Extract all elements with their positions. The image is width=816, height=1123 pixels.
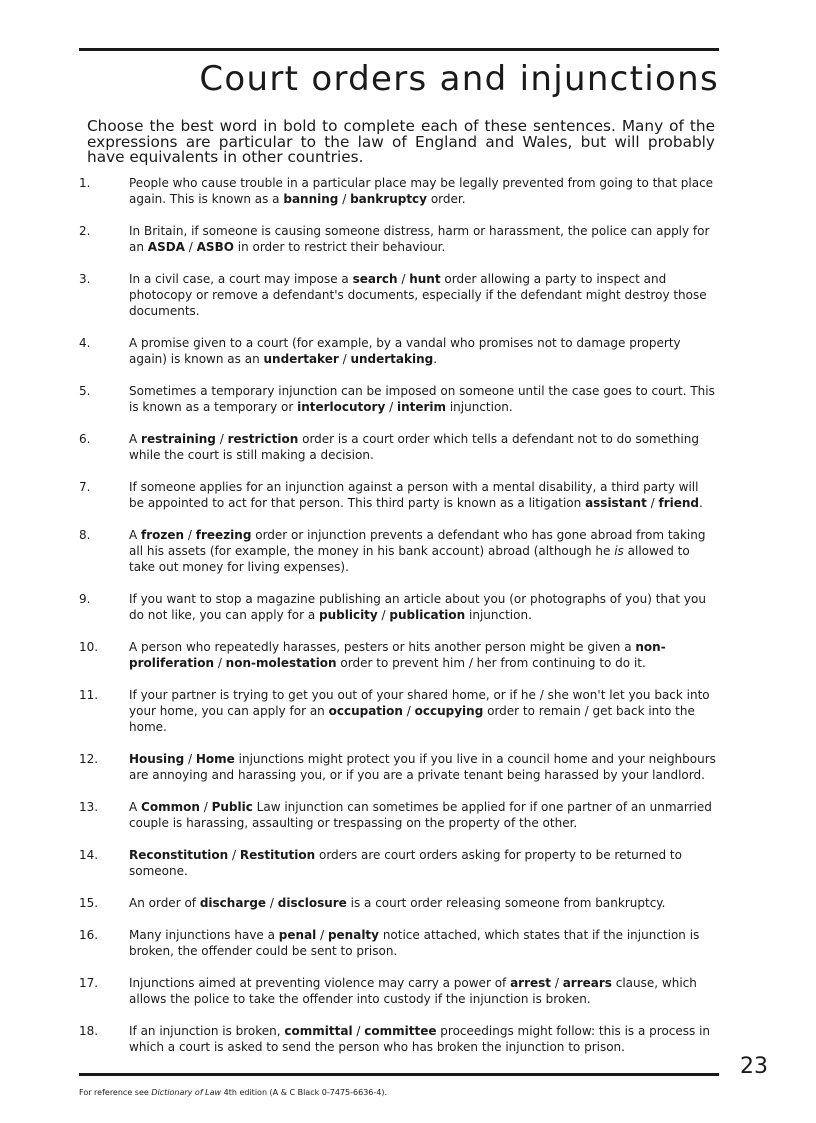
question-number: 7. — [79, 480, 91, 494]
answer-option: frozen — [141, 528, 185, 542]
question-text-part: If someone applies for an injunction against a person with a mental disability, a third party will be appointed to act for that person. This third party is known as a litigation — [129, 480, 699, 510]
question-text-part: / — [184, 240, 197, 254]
question-number: 13. — [79, 800, 99, 814]
question-text-part: order allowing a party to inspect and photocopy or remove a defendant's documents, especially if the defendant might destroy those documents. — [129, 272, 707, 318]
question-text-part: / — [184, 528, 196, 542]
question-text — [129, 223, 719, 255]
footer-book-title: Dictionary of Law — [151, 1088, 222, 1097]
question-text-part: / — [266, 896, 278, 910]
question-text — [129, 527, 719, 575]
answer-option: Common — [141, 800, 200, 814]
question-text — [129, 639, 719, 671]
question-text-part: is a court order releasing someone from bankruptcy. — [346, 896, 666, 910]
question-text-part: / — [215, 432, 228, 446]
question-text-part: If you want to stop a magazine publishing an article about you (or photographs of you) that you do not like, you can apply for a — [129, 592, 706, 622]
answer-option: Reconstitution — [129, 848, 229, 862]
answer-option: ASBO — [196, 240, 234, 254]
question-text — [129, 383, 719, 415]
reference-footer — [79, 1087, 387, 1099]
answer-option: publicity — [319, 608, 378, 622]
question-text — [129, 175, 719, 207]
question-item — [79, 639, 719, 671]
question-text — [129, 1023, 719, 1055]
question-number: 1. — [79, 176, 91, 190]
question-text-part: / — [316, 928, 328, 942]
question-text-part: / — [228, 848, 240, 862]
answer-option: restraining — [141, 432, 216, 446]
question-text-part: . — [433, 352, 438, 366]
question-item — [79, 591, 719, 623]
answer-option: Public — [211, 800, 253, 814]
question-item — [79, 527, 719, 575]
question-text — [129, 927, 719, 959]
answer-option: undertaker — [263, 352, 339, 366]
footer-prefix: For reference see — [79, 1088, 152, 1097]
question-text-part: / — [352, 1024, 365, 1038]
question-text-part: / — [385, 400, 397, 414]
instructions: Choose the best word in bold to complete each of these sentences. Many of the expressions are particular to the law of England and Wales, but will probably have equivalents in other countries. — [87, 117, 715, 166]
answer-option: penalty — [327, 928, 379, 942]
question-item — [79, 687, 719, 735]
answer-option: occupation — [328, 704, 403, 718]
answer-option: discharge — [199, 896, 267, 910]
answer-option: interlocutory — [297, 400, 386, 414]
question-text-part: / — [397, 272, 410, 286]
answer-option: arrest — [510, 976, 552, 990]
question-text — [129, 431, 719, 463]
answer-option: Restitution — [239, 848, 316, 862]
question-text-part: allowed to take out money for living expenses). — [129, 544, 690, 574]
question-number: 11. — [79, 688, 99, 702]
question-text-part: order or injunction prevents a defendant who has gone abroad from taking all his assets (for example, the money in his bank account) abroad (although he — [129, 528, 706, 558]
question-item — [79, 751, 719, 783]
question-text — [129, 895, 719, 911]
answer-option: occupying — [414, 704, 484, 718]
question-number: 12. — [79, 752, 99, 766]
question-text-part: order. — [427, 192, 466, 206]
question-number: 17. — [79, 976, 99, 990]
question-text-part: People who cause trouble in a particular place may be legally prevented from going to that place again. This is known as a — [129, 176, 714, 206]
question-item — [79, 431, 719, 463]
answer-option: freezing — [195, 528, 252, 542]
answer-option: ASDA — [147, 240, 185, 254]
emphasis-text: is — [614, 544, 624, 558]
answer-option: publication — [389, 608, 466, 622]
question-number: 16. — [79, 928, 99, 942]
answer-option: non-proliferation — [129, 640, 666, 670]
answer-option: undertaking — [350, 352, 434, 366]
question-text-part: notice attached, which states that if the injunction is broken, the offender could be sent to prison. — [129, 928, 700, 958]
question-text-part: If an injunction is broken, — [129, 1024, 285, 1038]
question-text-part: Sometimes a temporary injunction can be imposed on someone until the case goes to court. This is known as a temporary or — [129, 384, 715, 414]
question-item — [79, 223, 719, 255]
question-number: 3. — [79, 272, 91, 286]
question-number: 4. — [79, 336, 91, 350]
question-text-part: clause, which allows the police to take the offender into custody if the injunction is broken. — [129, 976, 697, 1006]
answer-option: committee — [364, 1024, 437, 1038]
answer-option: non-molestation — [225, 656, 337, 670]
page-number: 23 — [740, 1054, 768, 1079]
footer-suffix: 4th edition (A & C Black 0-7475-6636-4). — [221, 1088, 388, 1097]
question-text-part: Law injunction can sometimes be applied for if one partner of an unmarried couple is harassing, assaulting or trespassing on the property of the other. — [129, 800, 712, 830]
question-text-part: Many injunctions have a — [129, 928, 279, 942]
question-text-part: A promise given to a court (for example, by a vandal who promises not to damage property again) is known as an — [129, 336, 681, 366]
question-number: 6. — [79, 432, 91, 446]
question-item — [79, 847, 719, 879]
question-item — [79, 383, 719, 415]
question-text-part: / — [646, 496, 659, 510]
question-text-part: / — [199, 800, 212, 814]
question-item — [79, 975, 719, 1007]
answer-option: banning — [283, 192, 339, 206]
question-text — [129, 847, 719, 879]
answer-option: hunt — [409, 272, 441, 286]
question-text-part: injunctions might protect you if you live in a council home and your neighbours are annoying and harassing you, or if you are a private tenant being harassed by your landlord. — [129, 752, 716, 782]
question-text — [129, 687, 719, 735]
question-number: 8. — [79, 528, 91, 542]
answer-option: assistant — [585, 496, 647, 510]
answer-option: disclosure — [277, 896, 347, 910]
question-number: 2. — [79, 224, 91, 238]
question-item — [79, 335, 719, 367]
answer-option: search — [352, 272, 398, 286]
question-text — [129, 479, 719, 511]
top-rule — [79, 48, 719, 51]
question-text-part: A — [129, 528, 142, 542]
question-text-part: / — [184, 752, 196, 766]
question-item — [79, 271, 719, 319]
question-text-part: order to prevent him / her from continuing to do it. — [336, 656, 646, 670]
question-text — [129, 975, 719, 1007]
question-text-part: / — [402, 704, 415, 718]
answer-option: committal — [284, 1024, 353, 1038]
question-text-part: In a civil case, a court may impose a — [129, 272, 353, 286]
question-number: 10. — [79, 640, 99, 654]
question-number: 9. — [79, 592, 91, 606]
question-number: 14. — [79, 848, 99, 862]
question-text-part: proceedings might follow: this is a process in which a court is asked to send the person who has broken the injunction to prison. — [129, 1024, 711, 1054]
question-number: 18. — [79, 1024, 99, 1038]
question-item — [79, 799, 719, 831]
question-list — [79, 175, 719, 1055]
answer-option: restriction — [227, 432, 299, 446]
question-text-part: injunction. — [446, 400, 513, 414]
question-item — [79, 927, 719, 959]
page-title: Court orders and injunctions — [199, 59, 719, 99]
question-item — [79, 895, 719, 911]
question-item — [79, 479, 719, 511]
bottom-rule — [79, 1073, 719, 1076]
question-text — [129, 271, 719, 319]
question-text-part: orders are court orders asking for property to be returned to someone. — [129, 848, 682, 878]
question-text-part: order to remain / get back into the home. — [129, 704, 695, 734]
question-text-part: . — [699, 496, 703, 510]
question-text-part: / — [377, 608, 390, 622]
question-number: 5. — [79, 384, 91, 398]
question-text-part: / — [338, 352, 351, 366]
answer-option: penal — [278, 928, 317, 942]
answer-option: arrears — [562, 976, 612, 990]
question-text — [129, 591, 719, 623]
answer-option: interim — [396, 400, 447, 414]
question-text-part: A — [129, 432, 142, 446]
question-text-part: A person who repeatedly harasses, pesters or hits another person might be given a — [129, 640, 636, 654]
question-text-part: in order to restrict their behaviour. — [233, 240, 446, 254]
question-item — [79, 1023, 719, 1055]
question-text — [129, 335, 719, 367]
question-item — [79, 175, 719, 207]
answer-option: Housing — [129, 752, 185, 766]
question-number: 15. — [79, 896, 99, 910]
question-text-part: An order of — [129, 896, 200, 910]
question-text — [129, 799, 719, 831]
question-text-part: / — [214, 656, 226, 670]
question-text-part: Injunctions aimed at preventing violence may carry a power of — [129, 976, 511, 990]
answer-option: Home — [195, 752, 235, 766]
question-text — [129, 751, 719, 783]
question-text-part: / — [551, 976, 563, 990]
question-text-part: A — [129, 800, 142, 814]
question-text-part: / — [338, 192, 351, 206]
question-text-part: injunction. — [465, 608, 532, 622]
question-text-part: If your partner is trying to get you out of your shared home, or if he / she won't let you back into your home, you can apply for an — [129, 688, 710, 718]
question-text-part: In Britain, if someone is causing someone distress, harm or harassment, the police can apply for an — [129, 224, 710, 254]
question-text-part: order is a court order which tells a defendant not to do something while the court is still making a decision. — [129, 432, 699, 462]
answer-option: friend — [658, 496, 700, 510]
answer-option: bankruptcy — [350, 192, 427, 206]
